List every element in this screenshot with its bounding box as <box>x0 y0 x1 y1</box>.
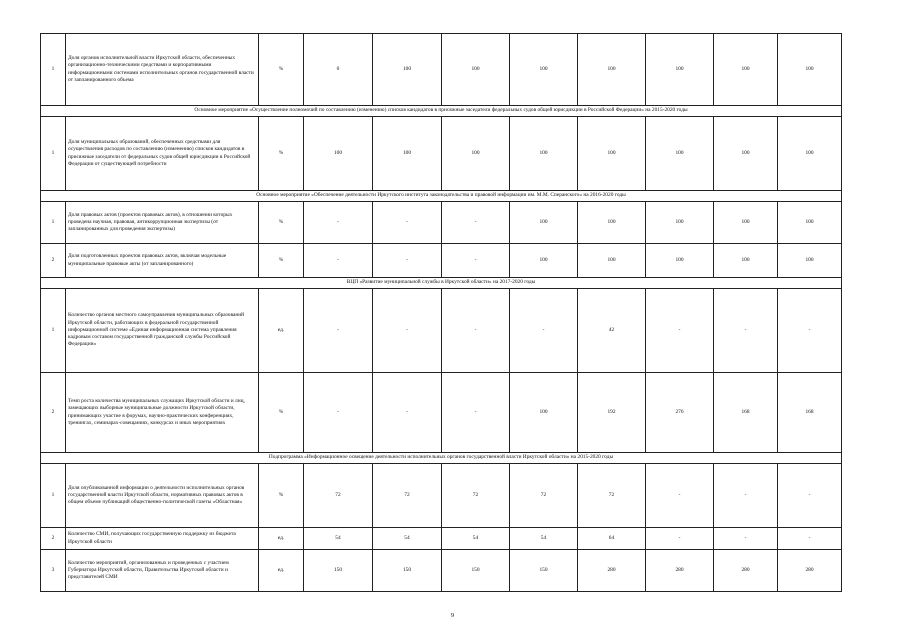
indicator-description: Доля опубликованной информации о деятельности исполнительных органов государственной власти Иркутской области, нормативных правовых актов в общем объеме публикаций общественно-политической газеты «Областная» <box>66 464 259 528</box>
value-cell: 100 <box>778 202 842 244</box>
unit-of-measure: ед. <box>259 289 304 373</box>
indicator-description: Темп роста количества муниципальных служащих Иркутской области и лиц, замещающих выборные муниципальные должности Иркутской области, принимающих участие в форумах, научно-практических конференциях, тренингах, семинарах-совещаниях, конкурсах и иных мероприятиях <box>66 373 259 453</box>
value-cell: 100 <box>373 117 442 191</box>
value-cell: - <box>442 289 510 373</box>
value-cell: - <box>714 289 778 373</box>
section-title: Подпрограмма «Информационное освещение деятельности исполнительных органов государственной власти Иркутской области» на 2015-2020 годы <box>41 453 842 464</box>
value-cell: 100 <box>646 244 714 278</box>
value-cell: 100 <box>778 34 842 106</box>
value-cell: - <box>510 289 578 373</box>
row-number: 1 <box>41 464 66 528</box>
value-cell: 100 <box>714 34 778 106</box>
value-cell: 100 <box>646 117 714 191</box>
table-row <box>41 289 842 373</box>
value-cell: 100 <box>714 202 778 244</box>
value-cell: 72 <box>510 464 578 528</box>
table-row <box>41 528 842 550</box>
section-title: ВЦП «Развитие муниципальной службы в Иркутской области» на 2017-2020 годы <box>41 278 842 289</box>
value-cell: 100 <box>510 244 578 278</box>
value-cell: - <box>442 373 510 453</box>
value-cell: - <box>778 528 842 550</box>
value-cell: 54 <box>510 528 578 550</box>
value-cell: - <box>778 289 842 373</box>
value-cell: 192 <box>578 373 646 453</box>
value-cell: 72 <box>442 464 510 528</box>
value-cell: 150 <box>304 550 373 592</box>
value-cell: - <box>373 244 442 278</box>
value-cell: - <box>304 289 373 373</box>
value-cell: - <box>646 464 714 528</box>
value-cell: 100 <box>304 117 373 191</box>
row-number: 1 <box>41 117 66 191</box>
row-number: 1 <box>41 202 66 244</box>
value-cell: 280 <box>714 550 778 592</box>
indicator-description: Количество органов местного самоуправления муниципальных образований Иркутской области, работающих в федеральной государственной информационной системе «Единая информационная система управления кадровым составом государственной гражданской службы Российской Федерации» <box>66 289 259 373</box>
value-cell: 72 <box>578 464 646 528</box>
value-cell: 280 <box>646 550 714 592</box>
section-title: Основное мероприятие «Обеспечение деятельности Иркутского института законодательства и правовой информации им. М.М. Сперанского» на 2016-2020 годы <box>41 191 842 202</box>
section-header-row <box>41 453 842 464</box>
value-cell: 100 <box>510 202 578 244</box>
table-body <box>41 34 842 592</box>
value-cell: 100 <box>714 117 778 191</box>
value-cell: 276 <box>646 373 714 453</box>
value-cell: 150 <box>442 550 510 592</box>
value-cell: 100 <box>578 244 646 278</box>
section-title: Основное мероприятие «Осуществление полномочий по составлению (изменению) списков кандидатов в присяжные заседатели федеральных судов общей юрисдикции в Российской Федерации» на 2015-2020 годы <box>41 106 842 117</box>
indicator-description: Доля подготовленных проектов правовых актов, включая модельные муниципальные правовые акты (от запланированного) <box>66 244 259 278</box>
value-cell: 100 <box>510 117 578 191</box>
table-row <box>41 117 842 191</box>
indicator-description: Количество мероприятий, организованных и проведенных с участием Губернатора Иркутской области, Правительства Иркутской области и представителей СМИ <box>66 550 259 592</box>
section-header-row <box>41 106 842 117</box>
value-cell: 72 <box>373 464 442 528</box>
value-cell: 150 <box>510 550 578 592</box>
unit-of-measure: % <box>259 373 304 453</box>
value-cell: 100 <box>646 34 714 106</box>
value-cell: 64 <box>578 528 646 550</box>
value-cell: 100 <box>373 34 442 106</box>
value-cell: 54 <box>442 528 510 550</box>
unit-of-measure: % <box>259 117 304 191</box>
indicator-description: Доля правовых актов (проектов правовых актов), в отношении которых проведена научная, правовая, антикоррупционная экспертизы (от запланированных для проведения экспертизы) <box>66 202 259 244</box>
indicator-description: Доля муниципальных образований, обеспеченных средствами для осуществления расходов по составлению (изменению) списков кандидатов в присяжные заседатели от федеральных судов общей юрисдикции в Российской Федерации от существующей потребности <box>66 117 259 191</box>
section-header-row <box>41 278 842 289</box>
unit-of-measure: % <box>259 202 304 244</box>
row-number: 2 <box>41 528 66 550</box>
value-cell: 150 <box>373 550 442 592</box>
value-cell: - <box>714 464 778 528</box>
value-cell: 100 <box>578 117 646 191</box>
value-cell: 168 <box>714 373 778 453</box>
unit-of-measure: ед. <box>259 550 304 592</box>
unit-of-measure: % <box>259 244 304 278</box>
value-cell: - <box>304 202 373 244</box>
value-cell: 100 <box>442 34 510 106</box>
indicators-table <box>40 33 842 592</box>
value-cell: 280 <box>578 550 646 592</box>
table-row <box>41 34 842 106</box>
value-cell: 72 <box>304 464 373 528</box>
indicator-description: Количество СМИ, получающих государственную поддержку из бюджета Иркутской области <box>66 528 259 550</box>
unit-of-measure: ед. <box>259 528 304 550</box>
value-cell: 42 <box>578 289 646 373</box>
unit-of-measure: % <box>259 464 304 528</box>
page-number: 9 <box>450 612 455 619</box>
value-cell: 100 <box>442 117 510 191</box>
value-cell: 100 <box>510 373 578 453</box>
value-cell: 0 <box>304 34 373 106</box>
value-cell: 168 <box>778 373 842 453</box>
value-cell: - <box>714 528 778 550</box>
value-cell: 100 <box>578 34 646 106</box>
table-row <box>41 202 842 244</box>
value-cell: - <box>373 202 442 244</box>
value-cell: - <box>646 528 714 550</box>
row-number: 3 <box>41 550 66 592</box>
value-cell: 100 <box>778 244 842 278</box>
value-cell: - <box>442 244 510 278</box>
value-cell: 100 <box>578 202 646 244</box>
table-row <box>41 373 842 453</box>
section-header-row <box>41 191 842 202</box>
value-cell: - <box>304 244 373 278</box>
unit-of-measure: % <box>259 34 304 106</box>
value-cell: - <box>304 373 373 453</box>
value-cell: 54 <box>373 528 442 550</box>
row-number: 1 <box>41 34 66 106</box>
value-cell: 280 <box>778 550 842 592</box>
table-row <box>41 244 842 278</box>
table-row <box>41 464 842 528</box>
value-cell: - <box>442 202 510 244</box>
value-cell: - <box>646 289 714 373</box>
row-number: 2 <box>41 373 66 453</box>
value-cell: 100 <box>714 244 778 278</box>
value-cell: 54 <box>304 528 373 550</box>
value-cell: 100 <box>646 202 714 244</box>
indicator-description: Доля органов исполнительной власти Иркутской области, обеспеченных организационно-техническими средствами и корпоративными информационными системами исполнительных органов государственной власти от запланированного объема <box>66 34 259 106</box>
value-cell: - <box>373 373 442 453</box>
row-number: 2 <box>41 244 66 278</box>
row-number: 1 <box>41 289 66 373</box>
value-cell: - <box>778 464 842 528</box>
value-cell: 100 <box>778 117 842 191</box>
table-row <box>41 550 842 592</box>
value-cell: - <box>373 289 442 373</box>
value-cell: 100 <box>510 34 578 106</box>
